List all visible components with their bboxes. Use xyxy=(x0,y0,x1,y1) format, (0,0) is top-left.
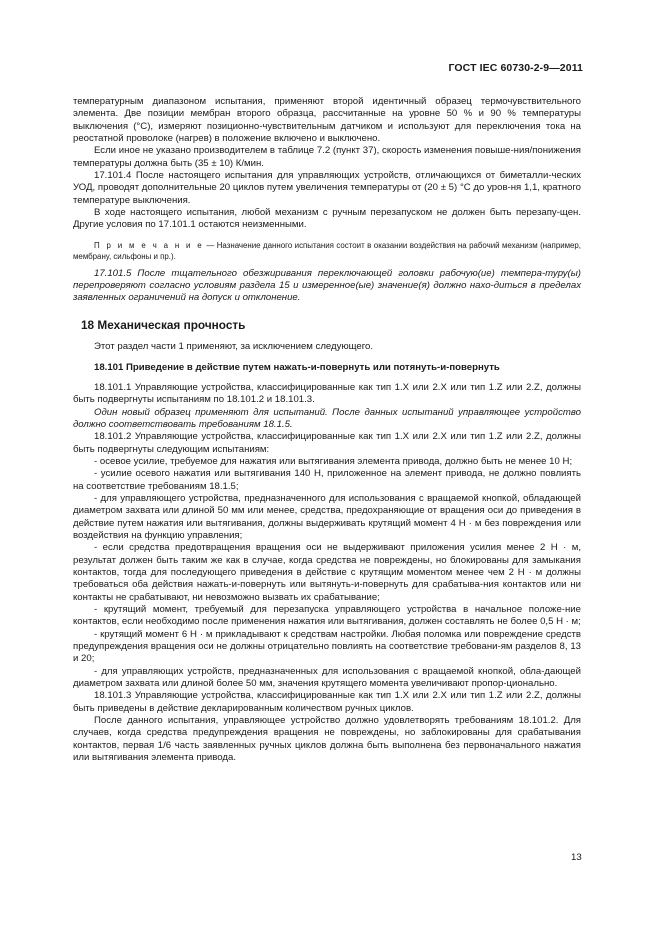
section-title: 18 Механическая прочность xyxy=(81,317,246,332)
list-item: - крутящий момент, требуемый для перезапуска управляющего устройства в начальное положе-ние контактов, если необходимо после применения нажатия или вытягивания, должен составлять не более 0,5 Н · м; xyxy=(73,604,581,628)
standard-header: ГОСТ IEC 60730-2-9—2011 xyxy=(448,62,583,74)
section-intro: Этот раздел части 1 применяют, за исключением следующего. xyxy=(94,341,374,353)
list-item: - если средства предотвращения вращения оси не выдерживают приложения усилия менее 2 Н · м, результат должен быть таким же как в случае, когда средства не повреждены, но блокированы для замыкания контактов, тогда для последующего приведения в действие с крутящим моментом менее чем 2 Н · м должны требоваться оба действия нажать-и-повернуть или вытянуть-и-повернуть для срабатыва-ния контактов или ни контакты не срабатывают, ни невозможно вызвать их срабатывание; xyxy=(73,542,581,603)
note-text: — Назначение данного испытания состоит в оказании воздействия на рабочий механизм (например, мембрану, сильфоны и пр.). xyxy=(73,240,582,261)
list-item: - для управляющего устройства, предназначенного для использования с вращаемой кнопкой, обладающей диаметром захвата или длиной 50 мм или менее, средства, предохраняющие от вращения оси до приведения в действие путем нажатия или вытягивания, должны выдерживать крутящий момент 4 Н · м без повреждения или воздействия на функцию управления; xyxy=(73,492,581,541)
list-item: - для управляющих устройств, предназначенных для использования с вращаемой кнопкой, обла-дающей диаметром захвата или длиной более 50 мм, значения крутящего момента увеличивают пропор-ционально. xyxy=(73,665,581,690)
paragraph: В ходе настоящего испытания, любой механизм с ручным перезапуском не должен быть перезапу-щен. Другие условия по 17.101.1 остаются неизменными. xyxy=(73,207,581,231)
paragraph: температурным диапазоном испытания, применяют второй идентичный образец термочувствительного элемента. Две позиции мембран второго образца, рассчитанные на уровне 50 % и 90 % температуры выключения (°С), измеряют позиционно-чувствительным датчиком и используют для переключения тока на реостатной проволоке (нагрев) в положение включено и выключено. xyxy=(73,96,581,145)
document-body xyxy=(73,96,581,765)
paragraph: Если иное не указано производителем в таблице 7.2 (пункт 37), скорость изменения повыше-ния/понижения температуры должна быть (35 ± 10) К/мин. xyxy=(73,145,581,169)
subsection-title: 18.101 Приведение в действие путем нажать-и-повернуть или потянуть-и-повернуть xyxy=(94,361,500,373)
list-item: - усилие осевого нажатия или вытягивания 140 Н, приложенное на элемент привода, не должно повлиять на соответствие требованиям 18.1.5; xyxy=(73,468,581,492)
paragraph-17-101-4: 17.101.4 После настоящего испытания для управляющих устройств, отличающихся от биметалли-ческих УОД, проводят дополнительные 20 циклов путем увеличения температуры от (20 ± 5) °С до уров-ня 1,1, кратного температуре выключения. xyxy=(73,170,581,206)
paragraph-17-101-5: 17.101.5 После тщательного обезжиривания переключающей головки рабочую(ие) темпера-туру(ы) перепроверяют согласно условиям раздела 15 и измеренное(ые) значение(я) должно нахо-диться в пределах заявленных ограничений на допуск и отклонение. xyxy=(73,267,581,304)
list-item: - осевое усилие, требуемое для нажатия или вытягивания элемента привода, должно быть не менее 10 Н; xyxy=(94,455,573,467)
paragraph-18-101-2: 18.101.2 Управляющие устройства, классифицированные как тип 1.X или 2.X или тип 1.Z или 2.Z, должны быть подвергнуты следующим испытаниям: xyxy=(73,431,581,455)
paragraph-italic: Один новый образец применяют для испытаний. После данных испытаний управляющее устройство должно соответствовать требованиям 18.1.5. xyxy=(73,406,581,430)
note xyxy=(73,240,581,262)
paragraph-18-101-3: 18.101.3 Управляющие устройства, классифицированные как тип 1.X или 2.X или тип 1.Z или 2.Z, должны быть приведены в действие декларированным количеством ручных циклов. xyxy=(73,690,581,714)
paragraph: После данного испытания, управляющее устройство должно удовлетворять требованиям 18.101.2. Для случаев, когда средства предупреждения вращения не повреждены, но заблокированы для срабатывания контактов, первая 1/6 часть заявленных ручных циклов должна быть выполнена без первоначального нажатия или вытягивания элемента привода. xyxy=(73,715,581,764)
page-number: 13 xyxy=(571,852,582,863)
note-label: П р и м е ч а н и е xyxy=(94,240,204,250)
list-item: - крутящий момент 6 Н · м прикладывают к средствам настройки. Любая поломка или повреждение средств предупреждения вращения оси не должны отрицательно повлиять на соответствие требовани-ям разделов 8, 13 и 20; xyxy=(73,628,581,665)
paragraph-18-101-1: 18.101.1 Управляющие устройства, классифицированные как тип 1.X или 2.X или тип 1.Z или 2.Z, должны быть подвергнуты испытаниям по 18.101.2 и 18.101.3. xyxy=(73,381,581,406)
